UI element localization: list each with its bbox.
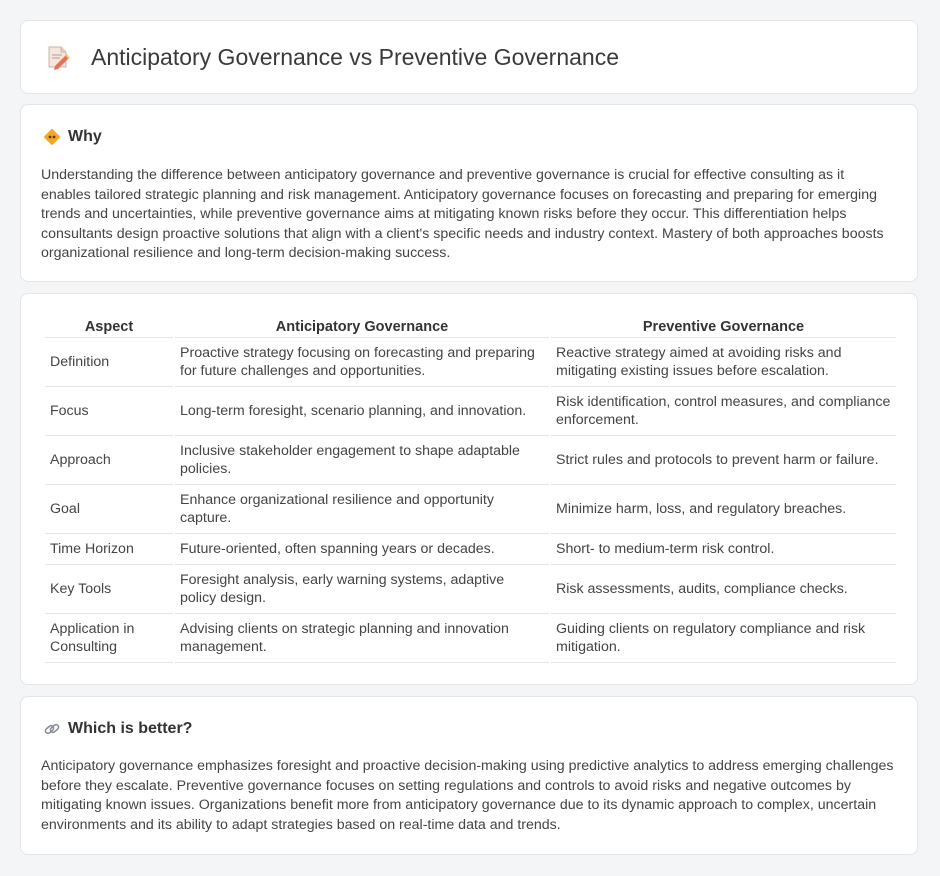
diamond-sign-icon: [43, 128, 61, 146]
better-text: Anticipatory governance emphasizes foresight and proactive decision-making using predictive analytics to address emerging challenges before they escalate. Preventive governance focuses on setting regulations and controls to avoid risks and negative outcomes by mitigating known issues. Organizations benefit more from anticipatory governance due to its dynamic approach to complex, uncertain environments and its ability to adapt strategies based on real-time data and trends.: [41, 758, 894, 833]
page-title: Anticipatory Governance vs Preventive Governance: [91, 43, 619, 70]
cell-anticipatory: Future-oriented, often spanning years or decades.: [175, 534, 549, 565]
table-row: [45, 565, 896, 614]
why-section: [20, 104, 918, 282]
cell-aspect: Focus: [45, 387, 173, 436]
cell-preventive: Strict rules and protocols to prevent harm or failure.: [551, 436, 896, 485]
table-row: [45, 485, 896, 534]
better-heading: Which is better?: [68, 720, 193, 737]
column-header-aspect: Aspect: [45, 316, 173, 338]
comparison-table: [43, 316, 898, 663]
cell-aspect: Application in Consulting: [45, 614, 173, 663]
cell-aspect: Time Horizon: [45, 534, 173, 565]
cell-aspect: Goal: [45, 485, 173, 534]
table-row: [45, 387, 896, 436]
cell-anticipatory: Long-term foresight, scenario planning, and innovation.: [175, 387, 549, 436]
cell-anticipatory: Foresight analysis, early warning systems, adaptive policy design.: [175, 565, 549, 614]
cell-aspect: Key Tools: [45, 565, 173, 614]
which-is-better-section: [20, 696, 918, 855]
cell-aspect: Approach: [45, 436, 173, 485]
cell-preventive: Reactive strategy aimed at avoiding risks and mitigating existing issues before escalation.: [551, 338, 896, 387]
why-heading: Why: [68, 128, 102, 145]
cell-anticipatory: Advising clients on strategic planning and innovation management.: [175, 614, 549, 663]
cell-preventive: Risk identification, control measures, and compliance enforcement.: [551, 387, 896, 436]
link-icon: [43, 720, 61, 738]
document-pencil-icon: [45, 44, 71, 70]
cell-anticipatory: Enhance organizational resilience and opportunity capture.: [175, 485, 549, 534]
table-row: [45, 436, 896, 485]
cell-preventive: Minimize harm, loss, and regulatory breaches.: [551, 485, 896, 534]
cell-anticipatory: Proactive strategy focusing on forecasting and preparing for future challenges and opportunities.: [175, 338, 549, 387]
column-header-preventive: Preventive Governance: [551, 316, 896, 338]
cell-preventive: Guiding clients on regulatory compliance and risk mitigation.: [551, 614, 896, 663]
cell-aspect: Definition: [45, 338, 173, 387]
cell-preventive: Risk assessments, audits, compliance checks.: [551, 565, 896, 614]
table-row: [45, 614, 896, 663]
cell-anticipatory: Inclusive stakeholder engagement to shape adaptable policies.: [175, 436, 549, 485]
comparison-section: [20, 293, 918, 685]
column-header-anticipatory: Anticipatory Governance: [175, 316, 549, 338]
table-row: [45, 338, 896, 387]
cell-preventive: Short- to medium-term risk control.: [551, 534, 896, 565]
title-card: [20, 20, 918, 94]
table-row: [45, 534, 896, 565]
why-text: Understanding the difference between anticipatory governance and preventive governance is crucial for effective consulting as it enables tailored strategic planning and risk management. Anticipatory governance focuses on forecasting and preparing for emerging trends and uncertainties, while preventive governance aims at mitigating known risks before they occur. This differentiation helps consultants design proactive solutions that align with a client's specific needs and industry context. Mastery of both approaches boosts organizational resilience and long-term decision-making success.: [41, 167, 884, 262]
